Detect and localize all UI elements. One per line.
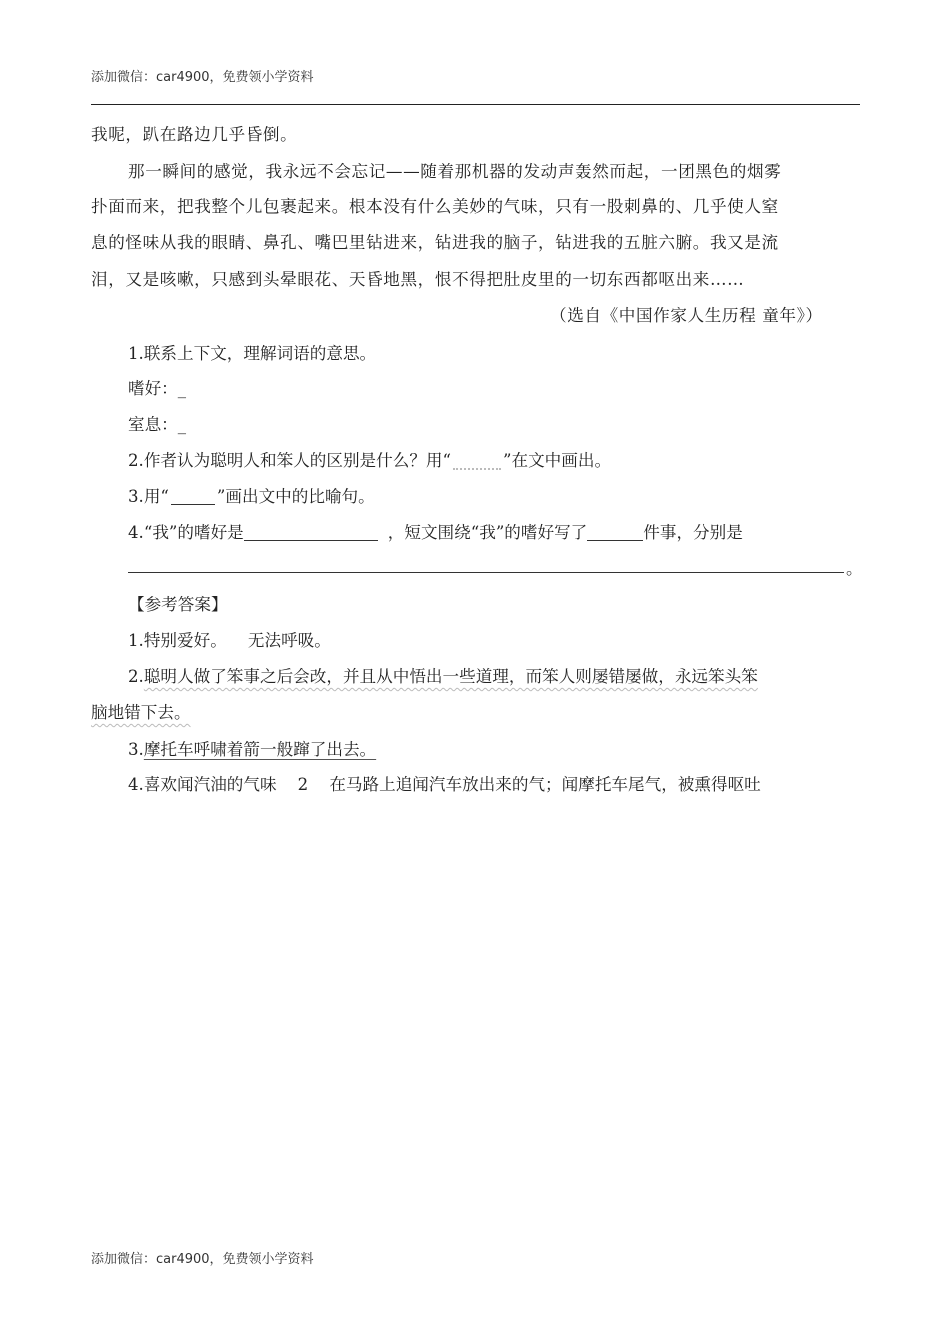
- answer-3-num: 3.: [128, 740, 144, 759]
- question-3-text: 3.用“: [128, 487, 169, 506]
- question-4-end: 。: [846, 559, 863, 578]
- question-3: [128, 483, 375, 507]
- question-4-text: 4.“我”的嗜好是: [128, 523, 244, 542]
- answer-1: 1.特别爱好。 无法呼吸。: [128, 631, 331, 650]
- wavy-line-sample: [453, 458, 501, 470]
- question-1b: 室息：_: [128, 415, 187, 434]
- answer-2-wavy-text: 聪明人做了笨事之后会改，并且从中悟出一些道理，而笨人则屡错屡做，永远笨头笨: [143, 667, 758, 686]
- answers-title: 【参考答案】: [128, 595, 228, 614]
- header-rule: [91, 104, 860, 105]
- answer-2: [128, 663, 758, 687]
- footer-note: 添加微信：car4900，免费领小学资料: [91, 1252, 314, 1267]
- passage-line: 泪，又是咳嗽，只感到头晕眼花、天昏地黑，恨不得把肚皮里的一切东西都呕出来……: [91, 270, 745, 289]
- question-3-text-end: ”画出文中的比喻句。: [216, 487, 375, 506]
- question-4-text: 件事，分别是: [643, 523, 743, 542]
- straight-line-sample: [171, 494, 215, 505]
- passage-line: 那一瞬间的感觉，我永远不会忘记——随着那机器的发动声轰然而起，一团黑色的烟雾: [128, 162, 782, 181]
- answer-3: [128, 736, 376, 760]
- answer-blank-long[interactable]: [128, 572, 844, 573]
- answer-2-cont: [91, 699, 191, 723]
- header-note: 添加微信：car4900，免费领小学资料: [91, 70, 314, 85]
- question-2-text-end: ”在文中画出。: [503, 451, 612, 470]
- passage-source: （选自《中国作家人生历程 童年》）: [550, 306, 823, 325]
- answer-blank[interactable]: [244, 528, 378, 541]
- question-2: [128, 447, 611, 471]
- question-4-text: ，短文围绕“我”的嗜好写了: [387, 523, 588, 542]
- answer-3-underlined-text: 摩托车呼啸着箭一般蹿了出去。: [143, 740, 377, 759]
- passage-line: 息的怪味从我的眼睛、鼻孔、嘴巴里钻进来，钻进我的脑子，钻进我的五脏六腑。我又是流: [91, 233, 779, 252]
- question-2-text: 2.作者认为聪明人和笨人的区别是什么？用“: [128, 451, 452, 470]
- answer-2-wavy-text: 脑地错下去。: [91, 703, 191, 722]
- answer-blank[interactable]: [587, 528, 643, 541]
- question-4: [128, 519, 743, 543]
- answer-4: 4.喜欢闻汽油的气味 2 在马路上追闻汽车放出来的气；闻摩托车尾气，被熏得呕吐: [128, 775, 761, 794]
- passage-line: 扑面而来，把我整个儿包裹起来。根本没有什么美妙的气味，只有一股刺鼻的、几乎使人窒: [91, 197, 779, 216]
- question-1: 1.联系上下文，理解词语的意思。: [128, 344, 377, 363]
- question-1a: 嗜好：_: [128, 379, 187, 398]
- answer-2-num: 2.: [128, 667, 144, 686]
- passage-line: 我呢，趴在路边几乎昏倒。: [91, 125, 298, 144]
